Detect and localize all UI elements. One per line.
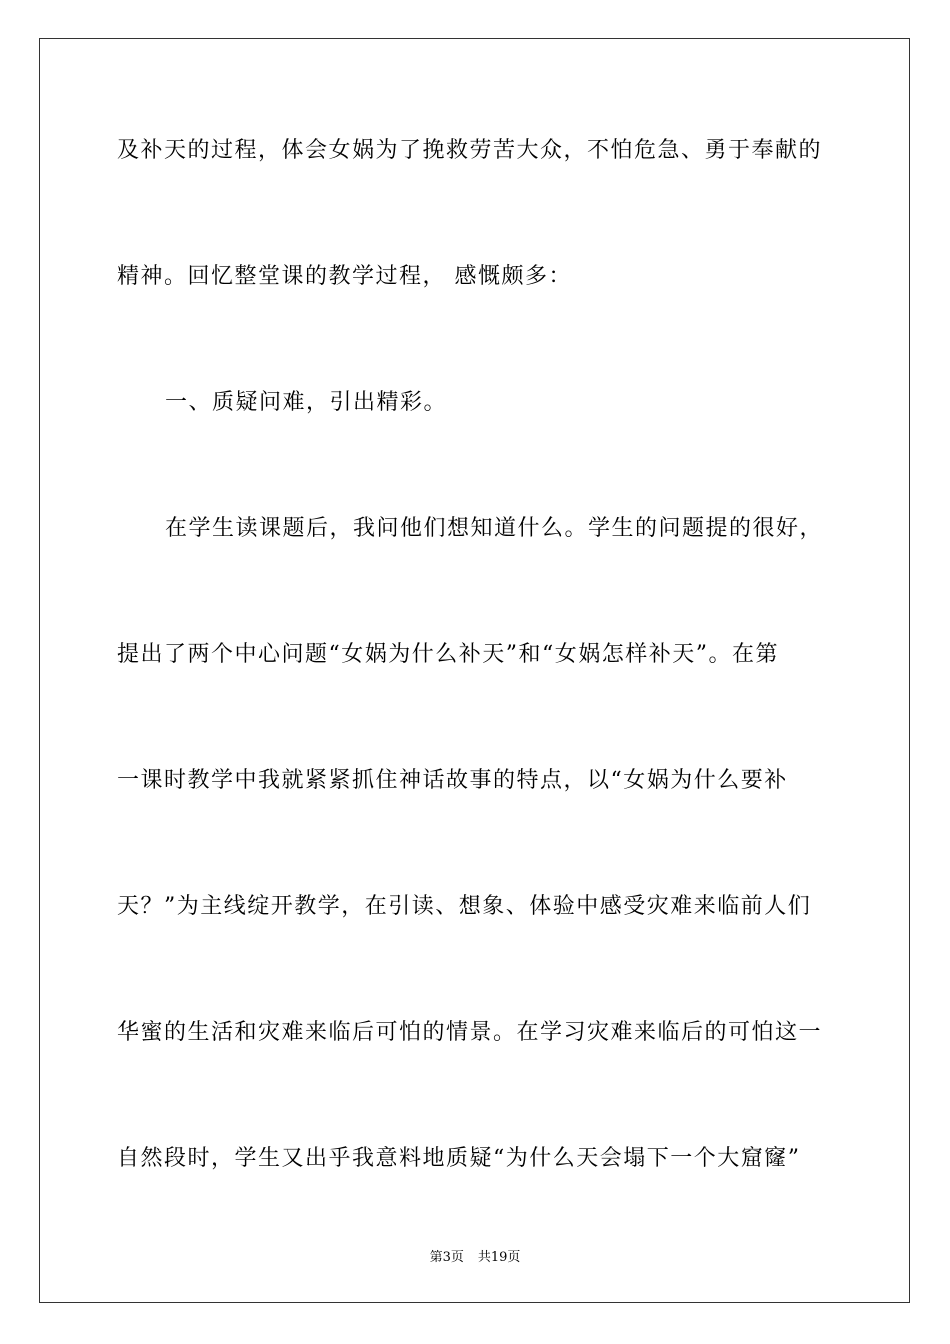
page-footer bbox=[0, 1246, 950, 1265]
text-line: 精神。回忆整堂课的教学过程， 感慨颇多： bbox=[117, 264, 572, 289]
text-line: 提出了两个中心问题“女娲为什么补天”和“女娲怎样补天”。在第 bbox=[117, 642, 779, 667]
text-line: 天？”为主线绽开教学，在引读、想象、体验中感受灾难来临前人们 bbox=[117, 894, 812, 919]
page-total: 共19页 bbox=[477, 1250, 521, 1265]
text-line: 及补天的过程，体会女娲为了挽救劳苦大众，不怕危急、勇于奉献的 bbox=[117, 138, 823, 163]
text-line: 自然段时，学生又出乎我意料地质疑“为什么天会塌下一个大窟窿” bbox=[117, 1146, 801, 1171]
text-line: 一课时教学中我就紧紧抓住神话故事的特点，以“女娲为什么要补 bbox=[117, 768, 788, 793]
section-heading: 一、质疑问难，引出精彩。 bbox=[165, 390, 448, 415]
text-line: 华蜜的生活和灾难来临后可怕的情景。在学习灾难来临后的可怕这一 bbox=[117, 1020, 823, 1045]
page-number: 第3页 bbox=[429, 1250, 464, 1265]
text-line: 在学生读课题后，我问他们想知道什么。学生的问题提的很好， bbox=[165, 516, 824, 541]
document-body bbox=[117, 128, 837, 1262]
